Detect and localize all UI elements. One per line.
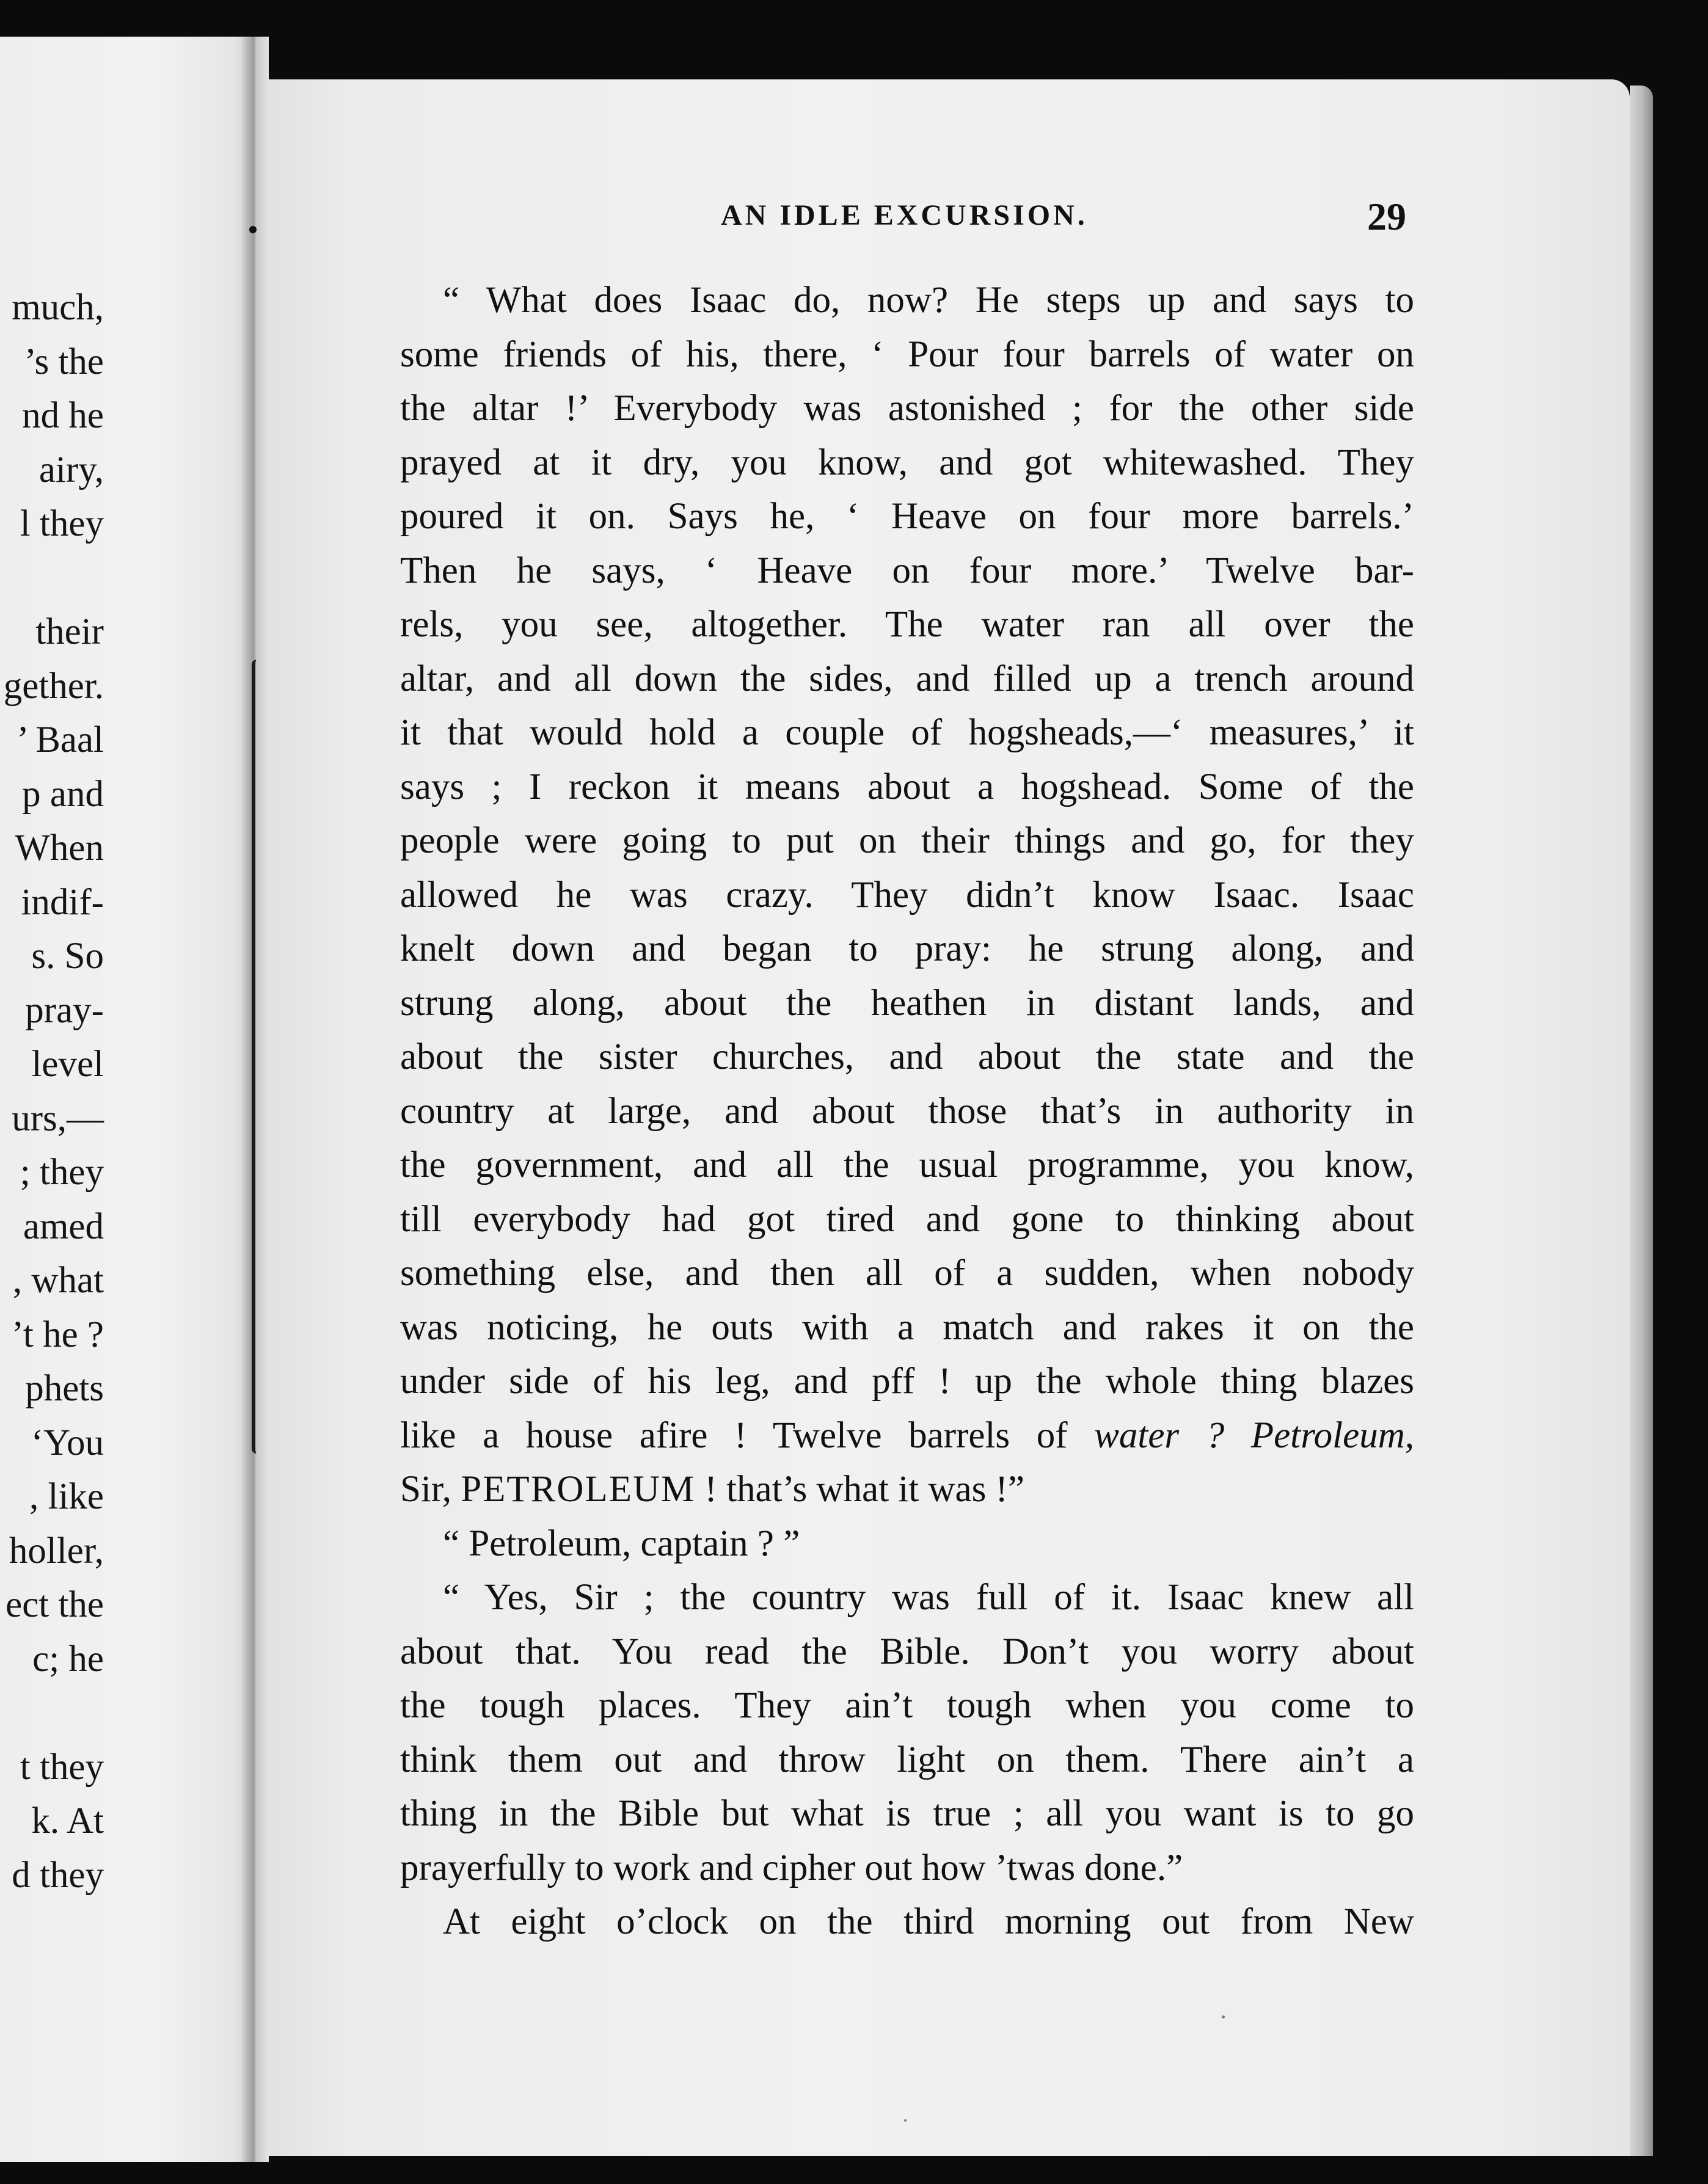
text-fragment: s. So [31, 936, 104, 977]
text-line: prayerfully to work and cipher out how ’twas done.” [400, 1847, 1183, 1888]
text-line: the tough places. They ain’t tough when you come to [400, 1685, 1414, 1726]
text-line [400, 1463, 1414, 1517]
text-fragment: d they [12, 1854, 104, 1896]
text-fragment: , what [12, 1260, 104, 1301]
text-line-fragment [0, 1308, 250, 1363]
text-line-fragment [0, 930, 250, 984]
text-line-fragment [0, 605, 250, 660]
text-line-fragment [0, 984, 250, 1038]
text-fragment: p and [22, 773, 104, 815]
text-fragment: level [31, 1044, 104, 1085]
text-line: rels, you see, altogether. The water ran all over the [400, 604, 1414, 645]
text-line: “ Petroleum, captain ? ” [443, 1523, 800, 1564]
text-line: “ Yes, Sir ; the country was full of it. Isaac knew all [443, 1577, 1414, 1618]
text-line-fragment [0, 1524, 250, 1579]
text-line: prayed at it dry, you know, and got whitewashed. They [400, 442, 1414, 483]
text-fragment: ; they [20, 1152, 104, 1193]
text-fragment: indif- [21, 881, 104, 923]
scan-speck [1222, 2015, 1225, 2018]
text-line-fragment [0, 1146, 250, 1200]
text-fragment: t they [20, 1746, 104, 1788]
text-line-fragment [0, 281, 250, 335]
scan-speck [904, 2119, 907, 2122]
text-line: think them out and throw light on them. There ain’t a [400, 1739, 1414, 1780]
text-line-fragment [0, 1470, 250, 1524]
text-line: Then he says, ‘ Heave on four more.’ Twelve bar- [400, 550, 1414, 591]
text-fragment: nd he [22, 395, 104, 436]
text-fragment: When [15, 828, 104, 868]
text-line-fragment [0, 1200, 250, 1254]
page-edge [1630, 86, 1653, 2156]
text-line: about the sister churches, and about the state and the [400, 1036, 1414, 1077]
text-line: was noticing, he outs with a match and rakes it on the [400, 1306, 1414, 1348]
text-fragment: airy, [38, 449, 104, 490]
binding-thread [252, 660, 261, 1454]
text-line-fragment [0, 821, 250, 876]
text-line-fragment [0, 1362, 250, 1416]
text-line-fragment [0, 660, 250, 714]
text-line [400, 1409, 1414, 1463]
text-fragment: amed [23, 1206, 104, 1247]
text-line: the government, and all the usual programme, you know, [400, 1145, 1414, 1185]
text-line-fragment [0, 443, 250, 498]
text-line-fragment [0, 335, 250, 390]
text-run: ! that’s what it was !” [695, 1469, 1024, 1510]
text-fragment: c; he [32, 1638, 104, 1680]
previous-page-text [0, 281, 250, 1902]
text-fragment: their [35, 611, 104, 652]
text-line: till everybody had got tired and gone to thinking about [400, 1198, 1414, 1240]
text-line: it that would hold a couple of hogsheads,—‘ measures,’ it [400, 712, 1414, 753]
text-fragment: pray- [25, 989, 104, 1031]
text-line-fragment [0, 1254, 250, 1308]
text-line: something else, and then all of a sudden, when nobody [400, 1253, 1414, 1294]
text-fragment: , like [29, 1476, 104, 1517]
text-fragment: phets [25, 1368, 104, 1409]
text-line: under side of his leg, and pff ! up the whole thing blazes [400, 1361, 1414, 1402]
text-line: poured it on. Says he, ‘ Heave on four more barrels.’ [400, 496, 1414, 537]
text-run: like a house afire ! Twelve barrels of [400, 1414, 1095, 1456]
text-line-fragment [0, 389, 250, 443]
text-fragment: urs,— [12, 1097, 104, 1139]
text-line: “ What does Isaac do, now? He steps up and says to [443, 280, 1414, 321]
text-line: thing in the Bible but what is true ; all you want is to go [400, 1793, 1414, 1834]
text-line-fragment [0, 1578, 250, 1633]
text-line-fragment [0, 1038, 250, 1092]
text-line-fragment [0, 1416, 250, 1471]
text-line: some friends of his, there, ‘ Pour four barrels of water on [400, 333, 1414, 375]
italic-text-run: water ? Petroleum, [1094, 1414, 1414, 1456]
gutter-mark [249, 226, 257, 233]
text-line-fragment [0, 1794, 250, 1849]
text-fragment: gether. [3, 665, 104, 707]
small-caps-text-run: PETROLEUM [461, 1469, 696, 1510]
text-line: allowed he was crazy. They didn’t know Isaac. Isaac [400, 874, 1414, 915]
text-line-fragment [0, 876, 250, 930]
blank-line [0, 551, 250, 606]
text-fragment: l they [20, 503, 104, 544]
text-fragment: holler, [9, 1530, 104, 1571]
page-number: 29 [1367, 195, 1406, 238]
text-line-fragment [0, 768, 250, 822]
text-fragment: ’s the [24, 341, 104, 382]
text-line: people were going to put on their things and go, for they [400, 820, 1414, 861]
text-fragment: much, [12, 287, 104, 328]
text-line-fragment [0, 1849, 250, 1903]
text-line: altar, and all down the sides, and filled up a trench around [400, 658, 1414, 699]
blank-line [0, 1686, 250, 1741]
page-body-text [400, 274, 1414, 1949]
text-line-fragment [0, 1092, 250, 1146]
text-line: knelt down and began to pray: he strung along, and [400, 928, 1414, 969]
text-line-fragment [0, 713, 250, 768]
text-line: the altar !’ Everybody was astonished ; for the other side [400, 388, 1414, 429]
text-fragment: ect the [5, 1584, 104, 1625]
text-line: about that. You read the Bible. Don’t you worry about [400, 1631, 1414, 1672]
text-line: says ; I reckon it means about a hogshead. Some of the [400, 766, 1414, 807]
text-fragment: ’ Baal [16, 719, 104, 760]
text-line-fragment [0, 1741, 250, 1795]
text-line: country at large, and about those that’s in authority in [400, 1090, 1414, 1132]
text-line-fragment [0, 1633, 250, 1687]
running-head: AN IDLE EXCURSION. [721, 199, 1088, 231]
text-line: strung along, about the heathen in distant lands, and [400, 982, 1414, 1024]
text-fragment: ’t he ? [11, 1314, 104, 1355]
text-line-fragment [0, 497, 250, 551]
text-line: At eight o’clock on the third morning out from New [443, 1901, 1414, 1942]
text-fragment: k. At [31, 1800, 104, 1841]
text-fragment: ‘You [31, 1422, 104, 1463]
previous-page [0, 37, 254, 2162]
text-run: Sir, [400, 1469, 461, 1510]
